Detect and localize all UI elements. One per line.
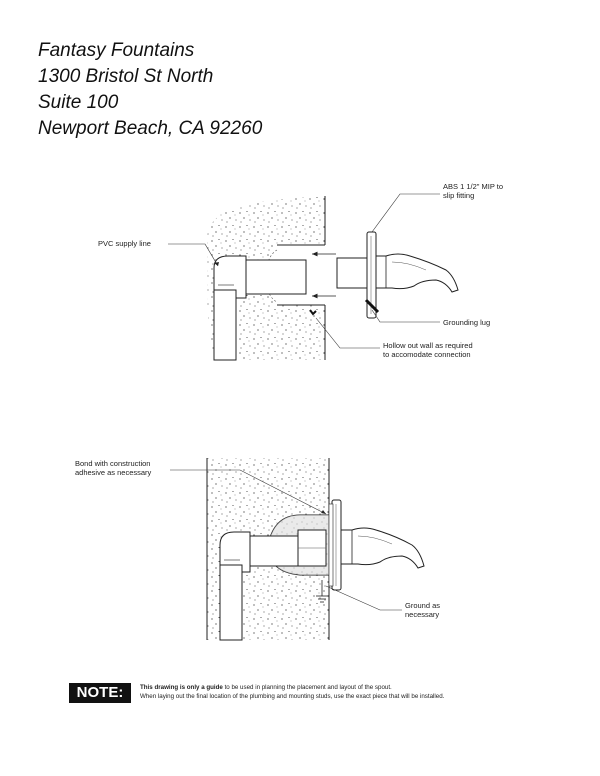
bottom-diagram xyxy=(75,458,440,640)
top-diagram xyxy=(98,182,503,360)
grounding-lug-label: Grounding lug xyxy=(443,318,491,327)
bottom-spout-body xyxy=(341,528,424,568)
abs-fitting xyxy=(337,258,367,288)
pvc-vertical-pipe xyxy=(214,290,236,360)
note-line2: When laying out the final location of the plumbing and mounting studs, use the exact piece that will be installed. xyxy=(140,693,445,700)
abs-label-line1: ABS 1 1/2" MIP to xyxy=(443,182,504,191)
ground-label-line1: Ground as xyxy=(405,601,441,610)
ground-label-line2: necessary xyxy=(405,610,440,619)
abs-label-line2: slip fitting xyxy=(443,191,475,200)
city-state-zip: Newport Beach, CA 92260 xyxy=(38,118,263,139)
note-label: NOTE: xyxy=(69,683,131,703)
bottom-vertical-pipe xyxy=(220,565,242,640)
suite-number: Suite 100 xyxy=(38,92,119,113)
pvc-horizontal-pipe xyxy=(246,260,306,294)
note-line1-rest: to be used in planning the placement and layout of the spout. xyxy=(222,684,392,691)
note-text xyxy=(140,683,580,701)
hollow-wall-label-line2: to accomodate connection xyxy=(383,350,471,359)
company-name: Fantasy Fountains xyxy=(38,40,195,61)
street-address: 1300 Bristol St North xyxy=(38,66,214,87)
bond-label-line1: Bond with construction xyxy=(75,459,151,468)
note-bold-text: This drawing is only a guide xyxy=(140,684,223,691)
note-line1 xyxy=(140,683,580,692)
bottom-flange xyxy=(332,500,341,590)
bond-label-line2: adhesive as necessary xyxy=(75,468,152,477)
spout-body xyxy=(376,254,458,292)
pvc-supply-label: PVC supply line xyxy=(98,239,151,248)
hollow-wall-label-line1: Hollow out wall as required xyxy=(383,341,473,350)
bottom-horizontal-pipe xyxy=(250,536,298,566)
